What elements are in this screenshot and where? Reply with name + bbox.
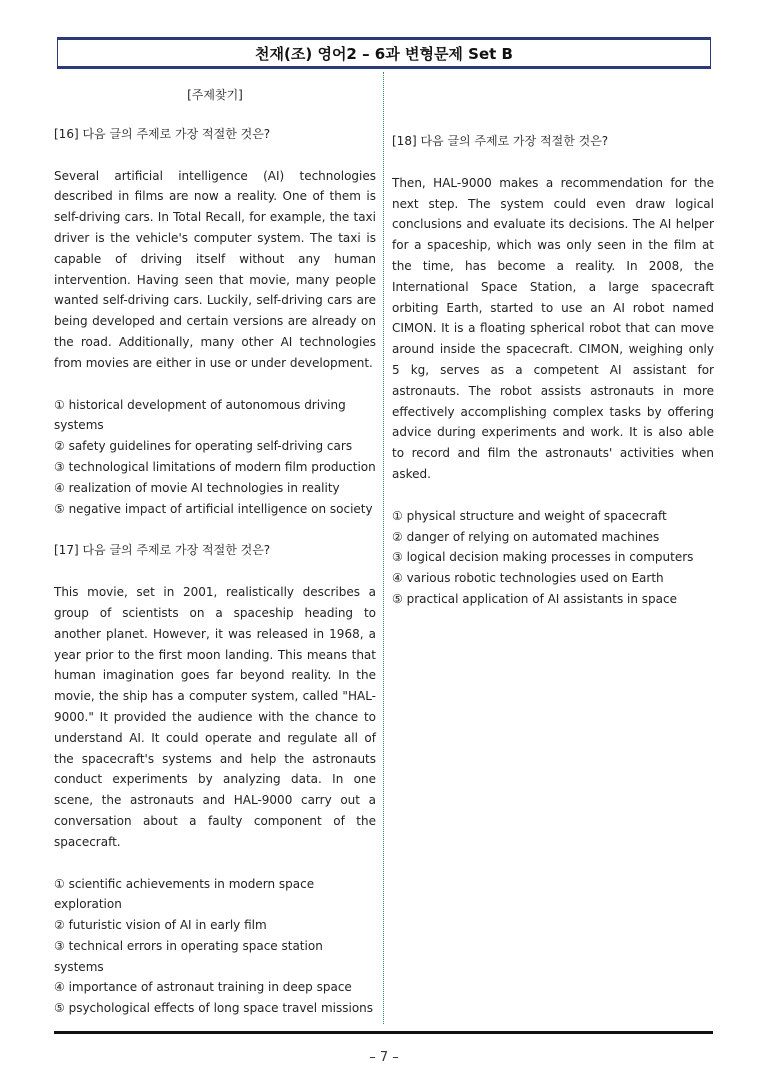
answer-option[interactable]: ② futuristic vision of AI in early film bbox=[54, 918, 267, 933]
answer-option[interactable]: ④ importance of astronaut training in deep space bbox=[54, 980, 352, 995]
answer-options bbox=[392, 506, 714, 610]
answer-option[interactable]: ② danger of relying on automated machines bbox=[392, 529, 660, 544]
answer-option[interactable]: ③ technical errors in operating space station systems bbox=[54, 938, 323, 974]
page-title bbox=[57, 37, 711, 69]
page-number: – 7 – bbox=[369, 1050, 399, 1065]
answer-option[interactable]: ④ various robotic technologies used on Earth bbox=[392, 571, 664, 586]
right-column bbox=[392, 85, 714, 631]
page-title-text: 천재(조) 영어2 – 6과 변형문제 Set B bbox=[255, 44, 513, 63]
answer-options bbox=[54, 874, 376, 1020]
answer-options bbox=[54, 395, 376, 520]
question-17 bbox=[54, 540, 376, 1019]
answer-option[interactable]: ③ logical decision making processes in computers bbox=[392, 550, 694, 565]
footer-rule bbox=[54, 1031, 713, 1034]
answer-option[interactable]: ② safety guidelines for operating self-driving cars bbox=[54, 439, 353, 454]
answer-option[interactable]: ① scientific achievements in modern space exploration bbox=[54, 876, 315, 912]
column-divider bbox=[383, 72, 384, 1024]
question-passage: Several artificial intelligence (AI) technologies described in films are now a reality. One of them is self-driving cars. In Total Recall, for example, the taxi driver is the vehicle's computer system. The taxi is capable of driving itself without any human intervention. Having seen that movie, many people wanted self-driving cars. Luckily, self-driving cars are being developed and certain versions are already on the road. Additionally, many other AI technologies from movies are either in use or under development. bbox=[54, 168, 376, 370]
question-stem: [18] 다음 글의 주제로 가장 적절한 것은? bbox=[392, 134, 609, 148]
answer-option[interactable]: ③ technological limitations of modern film production bbox=[54, 459, 376, 474]
question-18 bbox=[392, 131, 714, 610]
left-column bbox=[54, 85, 376, 1040]
question-passage: Then, HAL-9000 makes a recommendation for the next step. The system could even draw logical conclusions and evaluate its decisions. The AI helper for a spaceship, which was only seen in the film at the time, has become a reality. In 2008, the International Space Station, a large spacecraft orbiting Earth, started to use an AI robot named CIMON. It is a floating spherical robot that can move around inside the spacecraft. CIMON, weighing only 5 kg, serves as a competent AI assistant for astronauts. The robot assists astronauts in more effectively accomplishing complex tasks by offering advice during experiments and work. It is also able to record and film the astronauts' activities when asked. bbox=[392, 175, 714, 481]
answer-option[interactable]: ⑤ negative impact of artificial intelligence on society bbox=[54, 501, 373, 516]
question-stem: [17] 다음 글의 주제로 가장 적절한 것은? bbox=[54, 543, 271, 558]
question-stem: [16] 다음 글의 주제로 가장 적절한 것은? bbox=[54, 126, 271, 141]
answer-option[interactable]: ⑤ psychological effects of long space travel missions bbox=[54, 1001, 374, 1016]
answer-option[interactable]: ① physical structure and weight of spacecraft bbox=[392, 508, 667, 523]
section-label: [주제찾기] bbox=[187, 88, 243, 102]
question-16 bbox=[54, 124, 376, 520]
answer-option[interactable]: ④ realization of movie AI technologies in reality bbox=[54, 480, 340, 495]
answer-option[interactable]: ① historical development of autonomous driving systems bbox=[54, 397, 346, 433]
answer-option[interactable]: ⑤ practical application of AI assistants in space bbox=[392, 591, 677, 606]
question-passage: This movie, set in 2001, realistically describes a group of scientists on a spaceship heading to another planet. However, it was released in 1968, a year prior to the first moon landing. This means that human imagination goes far beyond reality. In the movie, the ship has a computer system, called "HAL-9000." It provided the audience with the chance to understand AI. It could operate and regulate all of the spacecraft's systems and help the astronauts conduct experiments by analyzing data. In one scene, the astronauts and HAL-9000 carry out a conversation about a faulty component of the spacecraft. bbox=[54, 585, 376, 849]
